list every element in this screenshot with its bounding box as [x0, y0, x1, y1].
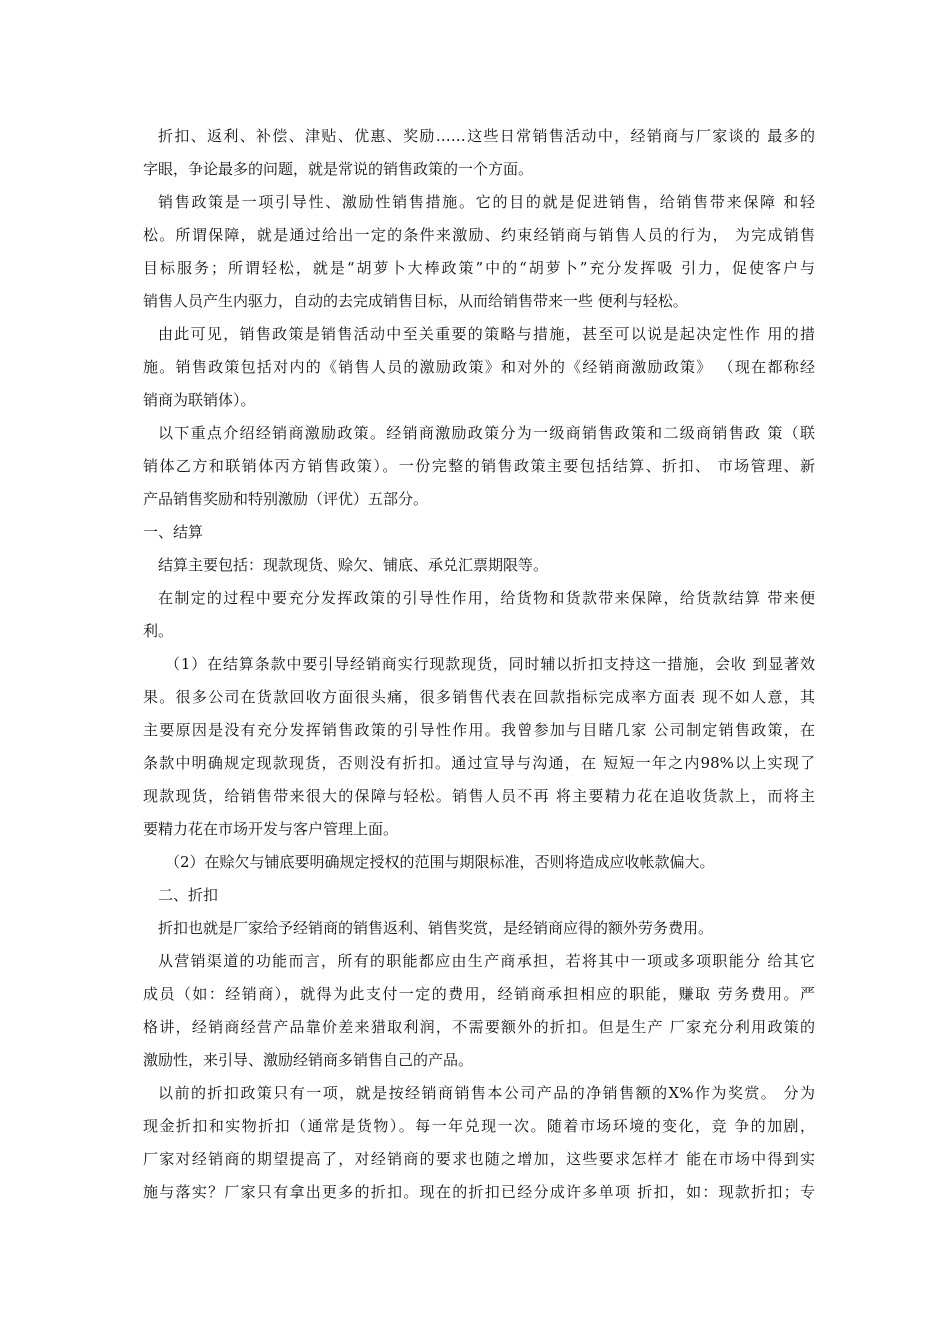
text-line: 以前的折扣政策只有一项，就是按经销商销售本公司产品的净销售额的X%作为奖赏。 分为: [158, 1084, 815, 1102]
text-line: 果。很多公司在货款回收方面很头痛，很多销售代表在回款指标完成率方面表 现不如人意，其: [143, 688, 815, 706]
text-line: 字眼，争论最多的问题，就是常说的销售政策的一个方面。: [143, 160, 534, 178]
text-line: （1）在结算条款中要引导经销商实行现款现货，同时辅以折扣支持这一措施，会收 到显著效: [165, 655, 815, 673]
text-line: 条款中明确规定现款现货，否则没有折扣。通过宣导与沟通，在 短短一年之内98%以上实现了: [143, 754, 815, 772]
text-line: 以下重点介绍经销商激励政策。经销商激励政策分为一级商销售政策和二级商销售政 策（联: [158, 424, 815, 442]
text-line: 在制定的过程中要充分发挥政策的引导性作用，给货物和货款带来保障，给货款结算 带来便: [158, 589, 815, 607]
text-line: 目标服务；所谓轻松，就是“胡萝卜大棒政策”中的“胡萝卜”充分发挥吸 引力，促使客户与: [143, 259, 815, 277]
text-line: 从营销渠道的功能而言，所有的职能都应由生产商承担，若将其中一项或多项职能分 给其它: [158, 952, 815, 970]
text-line: （2）在赊欠与铺底要明确规定授权的范围与期限标准，否则将造成应收帐款偏大。: [165, 853, 715, 871]
text-line: 销体乙方和联销体丙方销售政策）。一份完整的销售政策主要包括结算、折扣、 市场管理、新: [143, 457, 815, 475]
text-line: 产品销售奖励和特别激励（评优）五部分。: [143, 490, 429, 508]
text-line: 现款现货，给销售带来很大的保障与轻松。销售人员不再 将主要精力花在追收货款上，而将主: [143, 787, 815, 805]
text-line: 结算主要包括：现款现货、赊欠、铺底、承兑汇票期限等。: [158, 556, 549, 574]
text-line: 施与落实？厂家只有拿出更多的折扣。现在的折扣已经分成许多单项 折扣，如：现款折扣；专: [143, 1183, 815, 1201]
text-line: 格讲，经销商经营产品靠价差来猎取利润，不需要额外的折扣。但是生产 厂家充分利用政策的: [143, 1018, 815, 1036]
text-line: 销售人员产生内驱力，自动的去完成销售目标，从而给销售带来一些 便利与轻松。: [143, 292, 688, 310]
text-line: 销售政策是一项引导性、激励性销售措施。它的目的就是促进销售，给销售带来保障 和轻: [158, 193, 815, 211]
text-line: 主要原因是没有充分发挥销售政策的引导性作用。我曾参加与目睹几家 公司制定销售政策，在: [143, 721, 815, 739]
text-line: 折扣也就是厂家给予经销商的销售返利、销售奖赏，是经销商应得的额外劳务费用。: [158, 919, 714, 937]
text-line: 由此可见，销售政策是销售活动中至关重要的策略与措施，甚至可以说是起决定性作 用的措: [158, 325, 815, 343]
text-line: 施。销售政策包括对内的《销售人员的激励政策》和对外的《经销商激励政策》 （现在都称经: [143, 358, 815, 376]
text-line: 厂家对经销商的期望提高了，对经销商的要求也随之增加，这些要求怎样才 能在市场中得到实: [143, 1150, 815, 1168]
text-line: 激励性，来引导、激励经销商多销售自己的产品。: [143, 1051, 474, 1069]
section-heading: 二、折扣: [158, 886, 219, 904]
text-line: 成员（如：经销商），就得为此支付一定的费用，经销商承担相应的职能，赚取 劳务费用。严: [143, 985, 815, 1003]
document-body: [143, 120, 815, 1209]
text-line: 松。所谓保障，就是通过给出一定的条件来激励、约束经销商与销售人员的行为， 为完成销售: [143, 226, 815, 244]
text-line: 要精力花在市场开发与客户管理上面。: [143, 820, 399, 838]
text-line: 销商为联销体）。: [143, 391, 256, 409]
text-line: 折扣、返利、补偿、津贴、优惠、奖励……这些日常销售活动中，经销商与厂家谈的 最多的: [158, 127, 815, 145]
section-heading: 一、结算: [143, 523, 204, 541]
text-line: 现金折扣和实物折扣（通常是货物）。每一年兑现一次。随着市场环境的变化，竞 争的加剧，: [143, 1117, 815, 1135]
text-line: 利。: [143, 622, 174, 640]
